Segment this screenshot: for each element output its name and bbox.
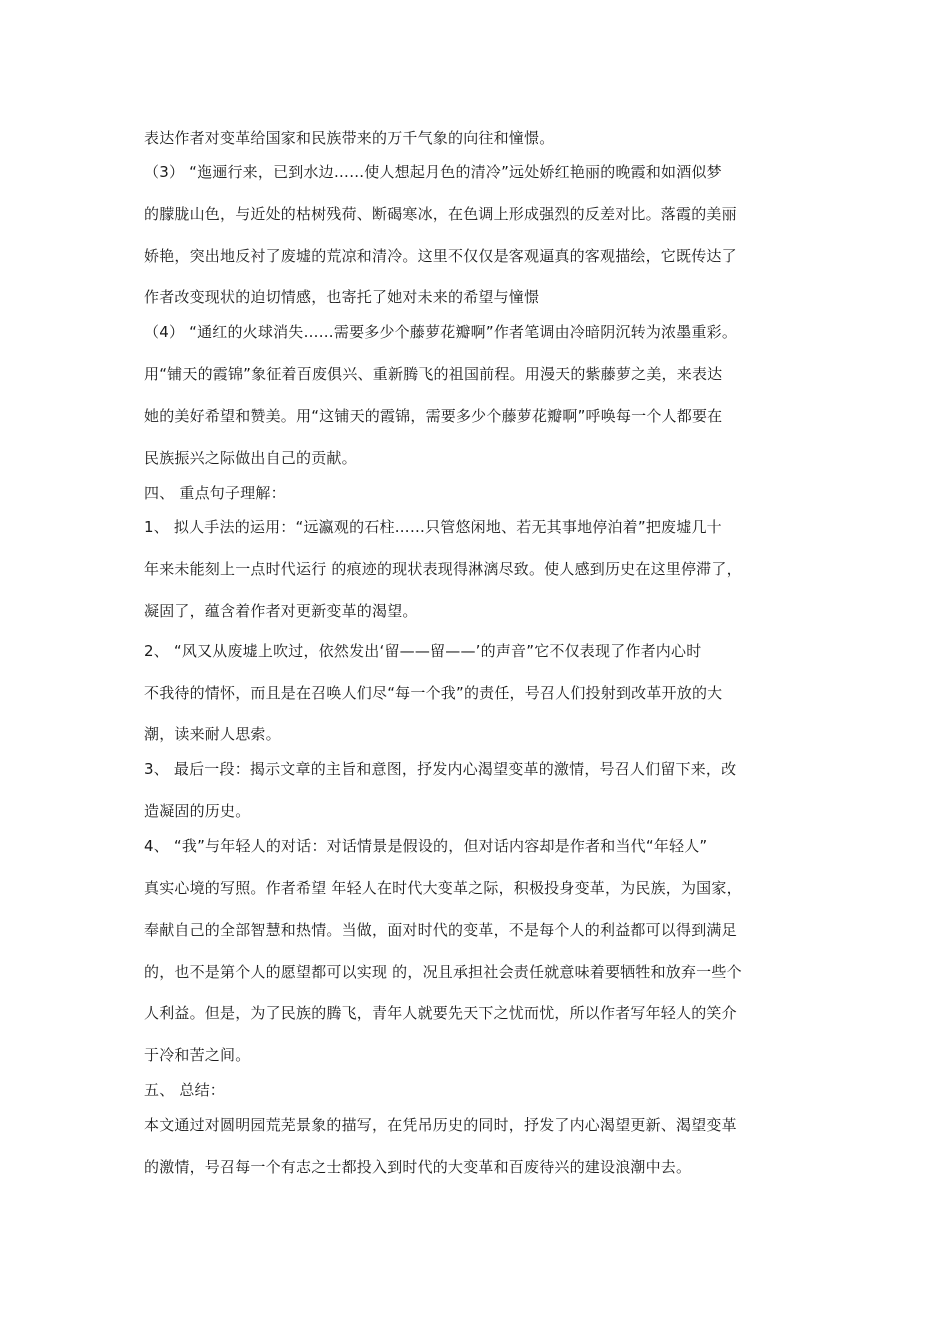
text-line: 造凝固的历史。 <box>144 802 251 820</box>
text-line: 本文通过对圆明园荒芜景象的描写，在凭吊历史的同时，抒发了内心渴望更新、渴望变革 <box>144 1116 737 1134</box>
text-line: 年来未能刻上一点时代运行 的痕迹的现状表现得淋漓尽致。使人感到历史在这里停滞了， <box>144 560 742 578</box>
text-line: 于冷和苦之间。 <box>144 1046 251 1064</box>
text-line: 2、 “风又从废墟上吹过，依然发出‘留——留——’的声音”它不仅表现了作者内心时 <box>144 642 702 660</box>
text-line: 她的美好希望和赞美。用“这铺天的霞锦，需要多少个藤萝花瓣啊”呼唤每一个人都要在 <box>144 407 723 425</box>
text-line: 凝固了，蕴含着作者对更新变革的渴望。 <box>144 602 418 620</box>
text-line: 1、 拟人手法的运用：“远瀛观的石柱……只管悠闲地、若无其事地停泊着”把废墟几十 <box>144 518 722 536</box>
text-line: 的，也不是第个人的愿望都可以实现 的，况且承担社会责任就意味着要牺牲和放弃一些个 <box>144 963 742 981</box>
section-heading: 四、 重点句子理解： <box>144 484 286 502</box>
text-line: 用“铺天的霞锦”象征着百废俱兴、重新腾飞的祖国前程。用漫天的紫藤萝之美，来表达 <box>144 365 723 383</box>
text-line: （4） “通红的火球消失……需要多少个藤萝花瓣啊”作者笔调由冷暗阴沉转为浓墨重彩。 <box>144 323 738 341</box>
text-line: 娇艳，突出地反衬了废墟的荒凉和清冷。这里不仅仅是客观逼真的客观描绘，它既传达了 <box>144 247 737 265</box>
text-line: （3） “迤逦行来，已到水边……使人想起月色的清冷”远处娇红艳丽的晚霞和如酒似梦 <box>144 163 722 181</box>
text-line: 的朦胧山色，与近处的枯树残荷、断碣寒冰，在色调上形成强烈的反差对比。落霞的美丽 <box>144 205 737 223</box>
text-line: 3、 最后一段：揭示文章的主旨和意图，抒发内心渴望变革的激情，号召人们留下来，改 <box>144 760 737 778</box>
text-line: 4、 “我”与年轻人的对话：对话情景是假设的，但对话内容却是作者和当代“年轻人” <box>144 837 708 855</box>
text-line: 的激情，号召每一个有志之士都投入到时代的大变革和百废待兴的建设浪潮中去。 <box>144 1158 692 1176</box>
text-line: 表达作者对变革给国家和民族带来的万千气象的向往和憧憬。 <box>144 129 555 147</box>
text-line: 民族振兴之际做出自己的贡献。 <box>144 449 357 467</box>
text-line: 人利益。但是，为了民族的腾飞，青年人就要先天下之忧而忧，所以作者写年轻人的笑介 <box>144 1004 737 1022</box>
text-line: 奉献自己的全部智慧和热情。当做，面对时代的变革，不是每个人的利益都可以得到满足 <box>144 921 737 939</box>
section-heading: 五、 总结： <box>144 1081 225 1099</box>
text-line: 真实心境的写照。作者希望 年轻人在时代大变革之际，积极投身变革，为民族，为国家， <box>144 879 742 897</box>
text-line: 不我待的情怀，而且是在召唤人们尽“每一个我”的责任，号召人们投射到改革开放的大 <box>144 684 723 702</box>
text-line: 作者改变现状的迫切情感，也寄托了她对未来的希望与憧憬 <box>144 288 540 306</box>
text-line: 潮，读来耐人思索。 <box>144 725 281 743</box>
